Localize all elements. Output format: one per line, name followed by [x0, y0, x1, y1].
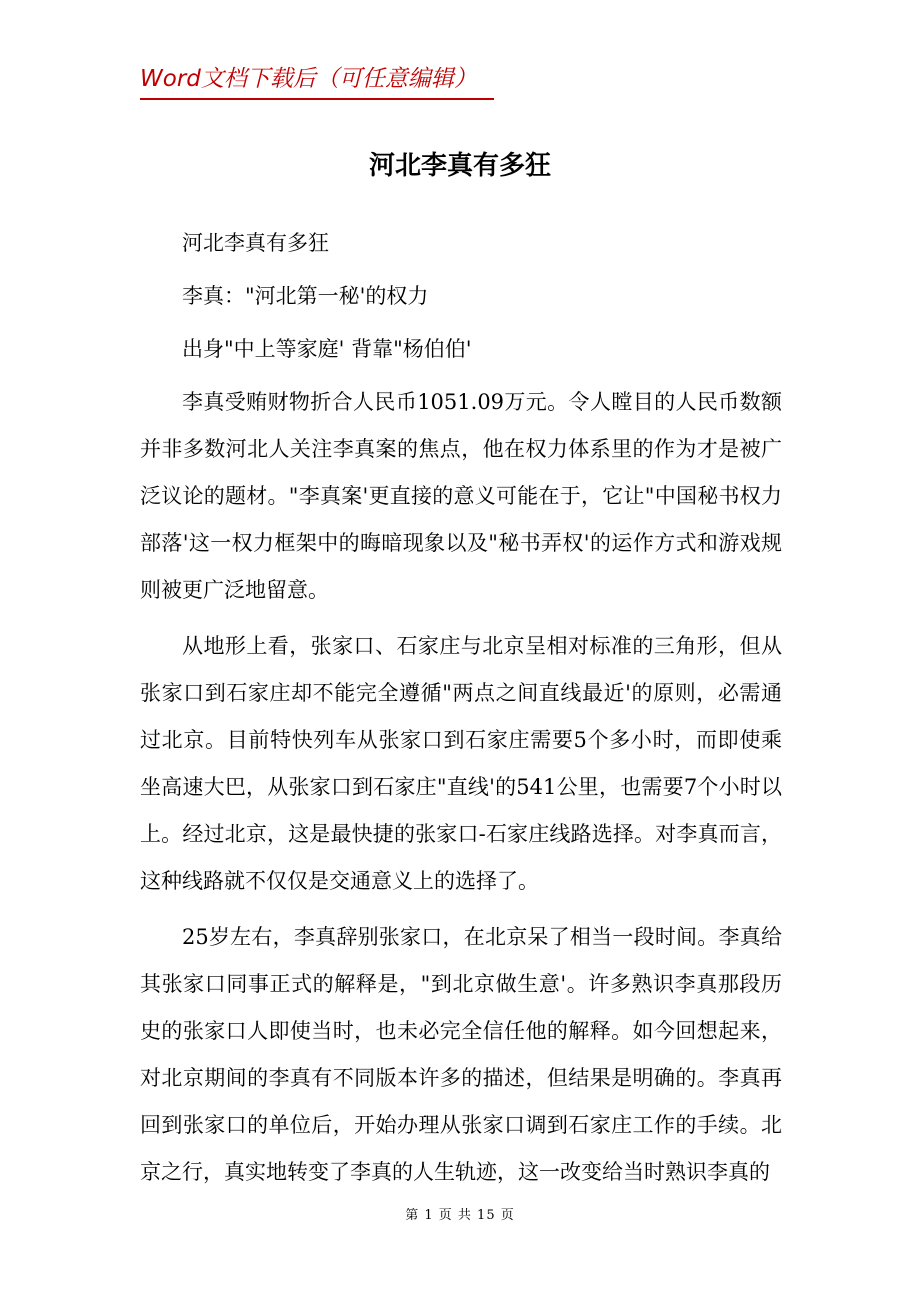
paragraph: 出身"中上等家庭' 背靠"杨伯伯' [182, 337, 472, 361]
download-header [140, 62, 494, 100]
paragraph: 李真受贿财物折合人民币1051.09万元。令人瞠目的人民币数额并非多数河北人关注李真案的焦点，他在权力体系里的作为才是被广泛议论的题材。"李真案'更直接的意义可能在于，它让"中国秘书权力部落'这一权力框架中的晦暗现象以及"秘书弄权'的运作方式和游戏规则被更广泛地留意。 [140, 390, 782, 602]
header-text: Word文档下载后（可任意编辑） [140, 66, 477, 92]
page-footer: 第 1 页 共 15 页 [405, 1208, 515, 1223]
paragraph: 河北李真有多狂 [182, 231, 329, 255]
document-body [140, 220, 782, 1205]
paragraph: 25岁左右，李真辞别张家口，在北京呆了相当一段时间。李真给其张家口同事正式的解释是，"到北京做生意'。许多熟识李真那段历史的张家口人即使当时，也未必完全信任他的解释。如今回想起来，对北京期间的李真有不同版本许多的描述，但结果是明确的。李真再回到张家口的单位后，开始办理从张家口调到石家庄工作的手续。北京之行，真实地转变了李真的人生轨迹，这一改变给当时熟识李真的 [140, 925, 782, 1184]
paragraph: 从地形上看，张家口、石家庄与北京呈相对标准的三角形，但从张家口到石家庄却不能完全遵循"两点之间直线最近'的原则，必需通过北京。目前特快列车从张家口到石家庄需要5个多小时，而即使乘坐高速大巴，从张家口到石家庄"直线'的541公里，也需要7个小时以上。经过北京，这是最快捷的张家口-石家庄线路选择。对李真而言，这种线路就不仅仅是交通意义上的选择了。 [140, 634, 782, 893]
document-title: 河北李真有多狂 [368, 151, 551, 181]
paragraph: 李真："河北第一秘'的权力 [182, 284, 429, 308]
